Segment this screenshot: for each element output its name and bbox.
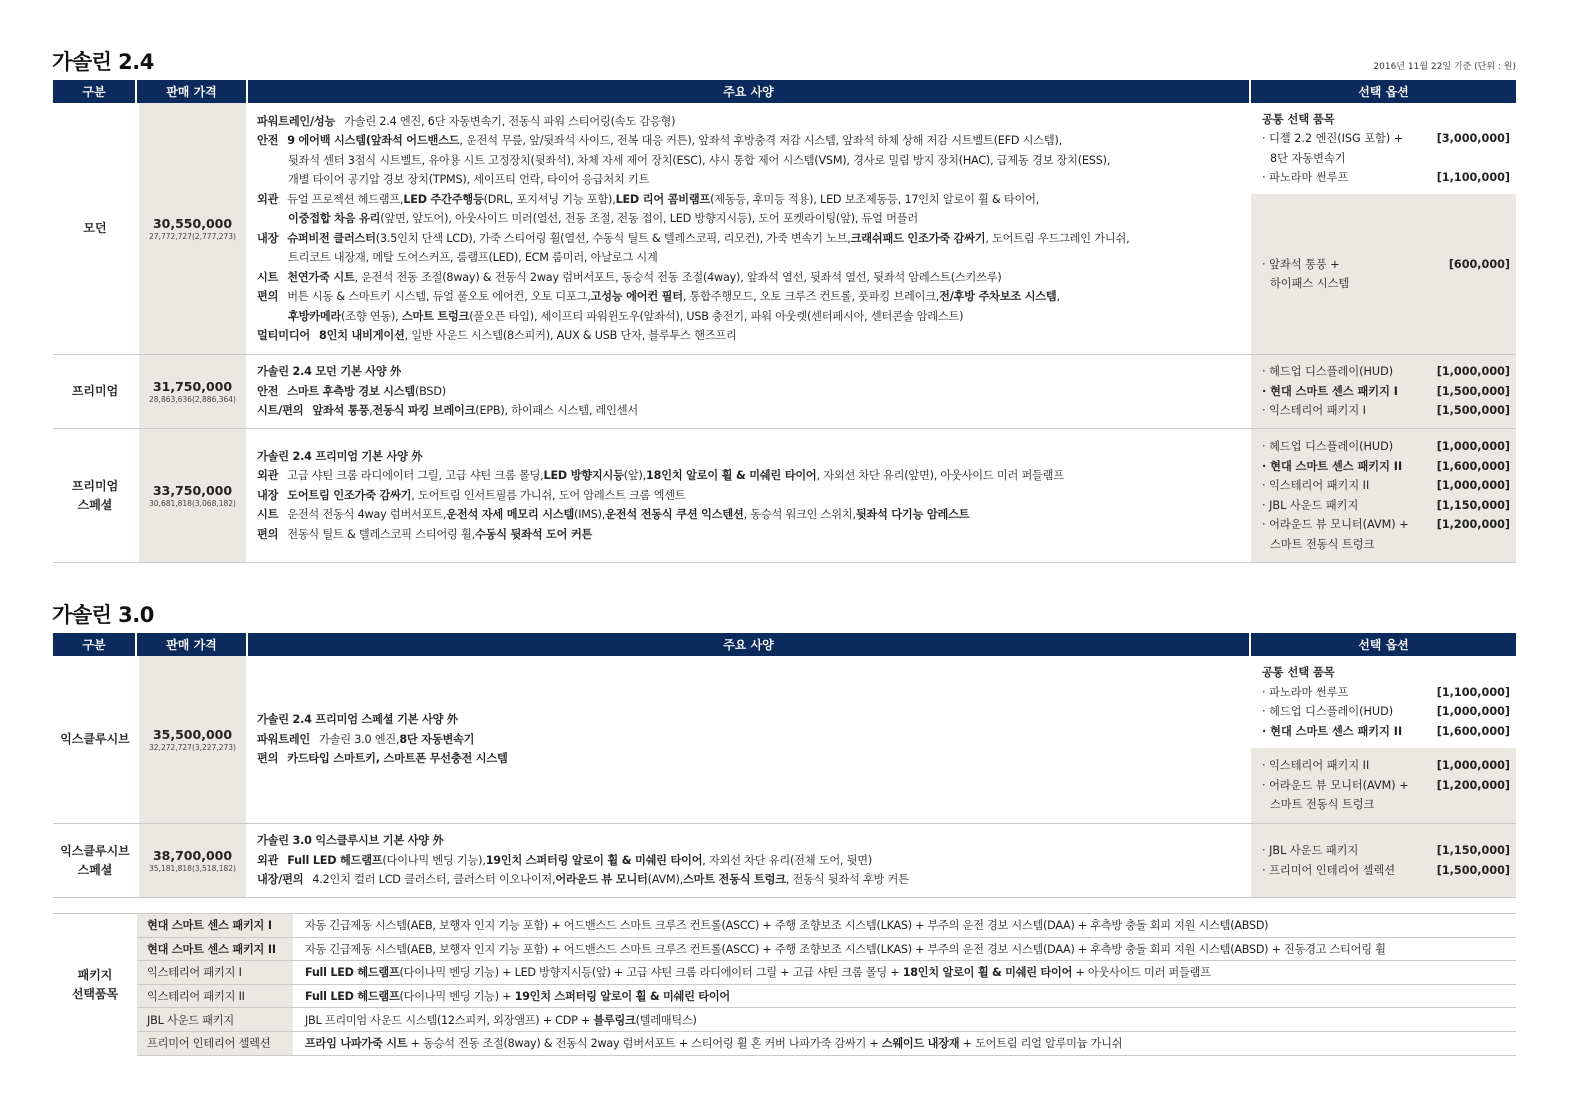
table-row: [53, 103, 1516, 355]
section-title-gasoline-30: 가솔린 3.0: [52, 603, 154, 627]
option-continuation: 스마트 전동식 트렁크: [1270, 537, 1375, 551]
spec-text: 전/후방 주차보조 시스템: [939, 290, 1057, 303]
spec-text: 개별 타이어 공기압 경보 장치(TPMS), 세이프티 언락, 타이어 응급처치 키트: [288, 173, 650, 186]
option-name: · 익스테리어 패키지 II: [1262, 479, 1370, 492]
spec-label: 가솔린 3.0 익스클루시브 기본 사양 外: [257, 834, 444, 848]
spec-cell: [248, 429, 1251, 562]
package-name: 익스테리어 패키지 I: [137, 961, 295, 984]
spec-text: 카드타입 스마트키, 스마트폰 무선충전 시스템: [287, 752, 508, 766]
spec-line: [257, 382, 1251, 402]
spec-label: 내장: [257, 488, 279, 502]
spec-cell: [248, 656, 1251, 823]
option-item: [1262, 683, 1510, 703]
spec-text: 운전석 전동식 쿠션 익스텐션: [605, 508, 744, 522]
row-options: [1251, 429, 1516, 562]
price-breakdown: 30,681,818(3,068,182): [149, 499, 236, 508]
spec-text: 18인치 알로이 휠 & 미쉐린 타이어: [646, 469, 817, 483]
price-breakdown: 32,272,727(3,227,273): [149, 743, 236, 752]
option-item: [1262, 437, 1510, 457]
package-description: [295, 1012, 697, 1028]
spec-continuation: [257, 209, 1251, 229]
option-item: [1262, 168, 1510, 188]
price-value: 30,550,000: [152, 216, 233, 231]
option-item: [1262, 841, 1510, 861]
option-item: [1262, 722, 1510, 742]
spec-line: [257, 447, 1251, 467]
package-text: 스웨이드 내장재: [881, 1037, 960, 1051]
package-text: Full LED 헤드램프: [305, 966, 400, 980]
price-value: 33,750,000: [152, 483, 233, 498]
option-name: · 현대 스마트 센스 패키지 II: [1262, 459, 1403, 473]
price-table-gasoline-30: [53, 633, 1516, 898]
package-name: 현대 스마트 센스 패키지 I: [137, 914, 295, 937]
option-item: [1262, 382, 1510, 402]
spec-text: (3.5인치 단색 LCD), 가죽 스티어링 휠(열선, 수동식 틸트 & 텔레스코픽, 리모컨), 가죽 변속기 노브,: [375, 231, 851, 245]
package-options-table: [53, 913, 1516, 1056]
spec-label: 내장: [257, 231, 279, 245]
spec-label: 내장/편의: [257, 873, 304, 887]
price-cell: [137, 103, 248, 354]
spec-text: (BSD): [414, 384, 446, 398]
spec-label: 시트/편의: [257, 404, 304, 418]
package-text: (텔레매틱스): [635, 1013, 697, 1027]
price-breakdown: 28,863,636(2,886,364): [149, 395, 236, 404]
spec-line: [257, 870, 1251, 890]
spec-text: , 자외선 차단 유리(앞면), 아웃사이드 미러 퍼들램프: [816, 469, 1064, 483]
spec-line: [257, 401, 1251, 421]
package-name: JBL 사운드 패키지: [137, 1008, 295, 1031]
package-row: [137, 961, 1516, 985]
spec-text: 운전석 자세 메모리 시스템: [446, 508, 575, 522]
spec-text: 앞좌석 통풍: [312, 404, 370, 418]
spec-text: 크래쉬패드 인조가죽 감싸기: [850, 231, 986, 245]
spec-continuation: [257, 170, 1251, 190]
option-price: [1,200,000]: [1436, 778, 1510, 792]
spec-text: 수동식 뒷좌석 도어 커튼: [475, 527, 593, 541]
option-item: [1262, 362, 1510, 382]
spec-text: 8단 자동변속기: [399, 732, 475, 746]
header-price: 판매 가격: [137, 80, 248, 103]
spec-line: [257, 190, 1251, 210]
option-name: · 헤드업 디스플레이(HUD): [1262, 365, 1394, 379]
spec-text: 후방카메라: [288, 309, 342, 323]
price-value: 38,700,000: [152, 848, 233, 863]
header-options: 선택 옵션: [1358, 638, 1409, 652]
table-row: [53, 429, 1516, 563]
spec-label: 외관: [257, 853, 279, 867]
price-basis-note: 2016년 11월 22일 기준 (단위 : 원): [1373, 62, 1516, 72]
spec-cell: [248, 103, 1251, 354]
option-name: · 파노라마 썬루프: [1262, 685, 1349, 699]
spec-text: 스마트 트렁크: [401, 309, 470, 323]
package-name: 프리미어 인테리어 셀렉션: [137, 1032, 295, 1055]
option-name: · 어라운드 뷰 모니터(AVM) +: [1262, 518, 1409, 531]
header-grade: 구분: [53, 633, 137, 656]
option-price: [1,000,000]: [1436, 759, 1510, 773]
spec-text: 4.2인치 컬러 LCD 클러스터, 클러스터 이오나이저,: [312, 873, 556, 887]
header-options: 선택 옵션: [1358, 85, 1409, 99]
option-price: [1,600,000]: [1436, 459, 1510, 473]
spec-line: [257, 466, 1251, 486]
option-price: [1,100,000]: [1436, 685, 1510, 699]
spec-label: 안전: [257, 384, 279, 398]
package-text: (다이나믹 벤딩 기능) +: [399, 990, 515, 1004]
spec-text: 전동식 틸트 & 텔레스코픽 스티어링 휠,: [287, 527, 475, 541]
option-name: · JBL 사운드 패키지: [1262, 844, 1359, 857]
spec-label: 가솔린 2.4 프리미엄 스페셜 기본 사양 外: [257, 713, 458, 727]
header-specs: 주요 사양: [248, 80, 1251, 103]
option-item: [1262, 776, 1510, 796]
common-options-title: 공통 선택 품목: [1262, 112, 1335, 126]
option-item: [1262, 255, 1510, 275]
option-name: · 디젤 2.2 엔진(ISG 포함) +: [1262, 132, 1404, 145]
spec-text: (조향 연동),: [341, 309, 402, 323]
option-item: [1262, 861, 1510, 881]
package-name: 현대 스마트 센스 패키지 II: [137, 938, 295, 961]
spec-text: ,: [1056, 290, 1060, 303]
header-grade: 구분: [53, 80, 137, 103]
option-name: · JBL 사운드 패키지: [1262, 498, 1359, 512]
spec-text: 버튼 시동 & 스마트키 시스템, 듀얼 풀오토 에어컨, 오토 디포그,: [287, 290, 591, 303]
option-item: [1262, 515, 1510, 535]
option-name: · 앞좌석 통풍 +: [1262, 257, 1340, 271]
spec-text: LED 방향지시등: [543, 469, 624, 483]
package-text: + 도어트림 리얼 알루미늄 가니쉬: [959, 1037, 1123, 1051]
package-description: [295, 1035, 1122, 1051]
spec-label: 외관: [257, 192, 279, 206]
spec-line: [257, 831, 1251, 851]
spec-text: 스마트 전동식 트렁크: [682, 873, 786, 887]
package-text: 18인치 알로이 휠 & 미쉐린 타이어: [902, 966, 1073, 980]
spec-label: 시트: [257, 270, 279, 284]
common-options: [1251, 103, 1516, 194]
option-continuation: 하이패스 시스템: [1270, 277, 1350, 290]
header-specs: 주요 사양: [248, 633, 1251, 656]
spec-text: LED 주간주행등: [403, 192, 484, 206]
spec-text: 도어트림 인조가죽 감싸기: [287, 488, 412, 502]
option-continuation: 8단 자동변속기: [1270, 151, 1346, 165]
package-text: JBL 프리미엄 사운드 시스템(12스피커, 외장앰프) + CDP +: [305, 1013, 594, 1027]
package-name: 익스테리어 패키지 II: [137, 985, 295, 1008]
package-text: 프라임 나파가죽 시트: [305, 1037, 408, 1051]
option-name: · 현대 스마트 센스 패키지 II: [1262, 724, 1403, 738]
option-price: [3,000,000]: [1436, 132, 1510, 145]
package-row: [137, 938, 1516, 962]
options-cell: [1251, 355, 1516, 428]
spec-text: 운전석 전동식 4way 럼버서포트,: [287, 508, 447, 522]
price-table-gasoline-24: [53, 80, 1516, 563]
spec-text: , 운전석 무릎, 앞/뒷좌석 사이드, 전복 대응 커튼), 앞좌석 후방충격 저감 시스템, 앞좌석 하체 상해 저감 시트벨트(EFD 시스템),: [459, 134, 1063, 147]
table-header: [53, 80, 1516, 103]
spec-text: (풀오픈 타입), 세이프티 파워윈도우(앞좌석), USB 충전기, 파워 아웃렛(센터페시아, 센터콘솔 암레스트): [469, 309, 964, 323]
spec-text: , 운전석 전동 조절(8way) & 전동식 2way 럼버서포트, 동승석 전동 조절(4way), 앞좌석 열선, 뒷좌석 열선, 뒷좌석 암레스트(스키쓰루): [354, 270, 1002, 284]
option-name: · 헤드업 디스플레이(HUD): [1262, 705, 1394, 718]
package-row: [137, 914, 1516, 938]
spec-continuation: [257, 248, 1251, 268]
common-options-title: 공통 선택 품목: [1262, 666, 1335, 679]
header-price: 판매 가격: [137, 633, 248, 656]
table-row: [53, 355, 1516, 429]
options-cell: [1251, 656, 1516, 823]
spec-text: LED 리어 콤비램프: [615, 192, 711, 206]
spec-text: (EPB), 하이패스 시스템, 레인센서: [475, 404, 638, 418]
spec-text: 스마트 후측방 경보 시스템: [287, 384, 415, 398]
package-text: 블루링크: [593, 1013, 636, 1027]
option-price: [1,000,000]: [1436, 365, 1510, 379]
spec-text: 듀얼 프로젝션 헤드램프,: [287, 192, 404, 206]
option-item: [1262, 496, 1510, 516]
option-price: [1,150,000]: [1436, 498, 1510, 512]
spec-text: , 자외선 차단 유리(전체 도어, 뒷면): [702, 853, 873, 867]
table-header: [53, 633, 1516, 656]
spec-line: [257, 326, 1251, 346]
spec-text: (다이나믹 벤딩 기능),: [382, 853, 486, 867]
option-price: [1,100,000]: [1436, 171, 1510, 184]
package-text: + 아웃사이드 미러 퍼들램프: [1072, 966, 1211, 980]
spec-text: 가솔린 2.4 엔진, 6단 자동변속기, 전동식 파워 스티어링(속도 감응형): [344, 114, 676, 128]
price-cell: [137, 824, 248, 897]
spec-text: , 전동식 뒷좌석 후방 커튼: [785, 873, 909, 887]
spec-text: , 동승석 워크인 스위치,: [743, 508, 856, 522]
spec-text: 이중접합 차음 유리: [288, 212, 381, 225]
spec-text: (AVM),: [647, 873, 683, 887]
spec-text: (앞면, 앞도어), 아웃사이드 미러(열선, 전동 조절, 전동 접이, LED 방향지시등), 도어 포켓라이팅(앞), 듀얼 머플러: [380, 212, 918, 225]
spec-line: [257, 112, 1251, 132]
option-item: [1262, 756, 1510, 776]
row-options: [1251, 355, 1516, 428]
spec-text: 천연가죽 시트: [287, 270, 355, 284]
option-price: [1,000,000]: [1436, 479, 1510, 492]
price-breakdown: 35,181,818(3,518,182): [149, 864, 236, 873]
common-options-extra: [1251, 194, 1516, 354]
option-price: [1,000,000]: [1436, 705, 1510, 718]
spec-text: (DRL, 포지셔닝 기능 포함),: [483, 192, 616, 206]
spec-line: [257, 730, 1251, 750]
package-description: [295, 917, 1268, 933]
spec-line: [257, 486, 1251, 506]
table-row: [53, 824, 1516, 898]
grade-name: 프리미엄 스페셜: [71, 478, 119, 512]
option-name: · 현대 스마트 센스 패키지 I: [1262, 384, 1398, 398]
spec-line: [257, 268, 1251, 288]
common-options: [1251, 656, 1516, 748]
spec-text: 19인치 스퍼터링 알로이 휠 & 미쉐린 타이어: [485, 853, 703, 867]
spec-label: 시트: [257, 508, 279, 522]
grade-name: 익스클루시브: [60, 732, 130, 746]
spec-text: 전동식 파킹 브레이크: [372, 404, 476, 418]
spec-text: , 일반 사운드 시스템(8스피커), AUX & USB 단자, 블루투스 핸즈프리: [404, 329, 737, 342]
price-cell: [137, 355, 248, 428]
spec-text: 뒷좌석 센터 3점식 시트벨트, 유아용 시트 고정장치(뒷좌석), 차체 자세 제어 장치(ESC), 샤시 통합 제어 시스템(VSM), 경사로 밀림 방지 장치(HAC), 급제동 경보 장치(ESS),: [288, 153, 1111, 167]
spec-text: , 도어트림 우드그레인 가니쉬,: [985, 231, 1130, 245]
package-row: [137, 985, 1516, 1009]
option-name: · 프리미어 인테리어 셀렉션: [1262, 863, 1396, 877]
grade-name: 프리미엄: [71, 384, 119, 398]
package-row: [137, 1032, 1516, 1056]
option-name: · 익스테리어 패키지 I: [1262, 404, 1366, 418]
spec-text: , 도어트림 인서트필름 가니쉬, 도어 암레스트 크롬 엑센트: [411, 488, 686, 502]
row-options: [1251, 824, 1516, 897]
spec-continuation: [257, 151, 1251, 171]
option-price: [1,500,000]: [1436, 404, 1510, 418]
price-cell: [137, 429, 248, 562]
option-name: · 어라운드 뷰 모니터(AVM) +: [1262, 778, 1409, 792]
spec-cell: [248, 824, 1251, 897]
spec-label: 파워트레인/성능: [257, 114, 336, 128]
common-options-extra: [1251, 748, 1516, 823]
price-breakdown: 27,772,727(2,777,273): [149, 232, 236, 241]
options-cell: [1251, 103, 1516, 354]
option-price: [1,150,000]: [1436, 844, 1510, 857]
spec-text: 트리코트 내장재, 메탈 도어스커프, 룸램프(LED), ECM 룸미러, 아날로그 시계: [288, 251, 658, 264]
option-continuation: 스마트 전동식 트렁크: [1270, 798, 1375, 812]
package-description: [295, 988, 730, 1004]
spec-line: [257, 505, 1251, 525]
option-item: [1262, 702, 1510, 722]
spec-text: 슈퍼비전 클러스터: [287, 231, 376, 245]
spec-text: (앞),: [623, 469, 647, 483]
spec-line: [257, 287, 1251, 307]
spec-text: Full LED 헤드램프: [287, 853, 383, 867]
package-text: 자동 긴급제동 시스템(AEB, 보행자 인지 기능 포함) + 어드밴스드 스마트 크루즈 컨트롤(ASCC) + 주행 조향보조 시스템(LKAS) + 부주의 운전 경보 시스템(DAA) + 후측방 충돌 회피 지원 시스템(ABSD) + 진동경고 스티어링 휠: [305, 942, 1386, 956]
package-text: 자동 긴급제동 시스템(AEB, 보행자 인지 기능 포함) + 어드밴스드 스마트 크루즈 컨트롤(ASCC) + 주행 조향보조 시스템(LKAS) + 부주의 운전 경보 시스템(DAA) + 후측방 충돌 회피 지원 시스템(ABSD): [305, 919, 1269, 933]
option-name: · 익스테리어 패키지 II: [1262, 759, 1370, 773]
spec-label: 안전: [257, 134, 279, 147]
option-price: [1,500,000]: [1436, 863, 1510, 877]
spec-text: 어라운드 뷰 모니터: [555, 873, 648, 887]
option-price: [1,500,000]: [1436, 384, 1510, 398]
spec-line: [257, 229, 1251, 249]
spec-line: [257, 131, 1251, 151]
options-cell: [1251, 824, 1516, 897]
price-value: 35,500,000: [152, 727, 233, 742]
spec-line: [257, 851, 1251, 871]
grade-name: 모던: [83, 221, 107, 235]
spec-label: 편의: [257, 527, 279, 541]
price-value: 31,750,000: [152, 379, 233, 394]
spec-label: 외관: [257, 469, 279, 483]
spec-text: 뒷좌석 다기능 암레스트: [855, 508, 970, 522]
option-name: · 파노라마 썬루프: [1262, 171, 1349, 184]
spec-text: ,: [369, 404, 373, 418]
spec-label: 편의: [257, 752, 279, 766]
package-options-label: 패키지 선택품목: [71, 968, 119, 1001]
spec-label: 가솔린 2.4 모던 기본 사양 外: [257, 365, 402, 379]
spec-line: [257, 749, 1251, 769]
option-name: · 헤드업 디스플레이(HUD): [1262, 440, 1394, 453]
spec-text: 고급 샤틴 크롬 라디에이터 그릴, 고급 샤틴 크롬 몰딩,: [287, 469, 544, 483]
options-cell: [1251, 429, 1516, 562]
option-price: [1,000,000]: [1436, 440, 1510, 453]
option-item: [1262, 476, 1510, 496]
package-text: Full LED 헤드램프: [305, 990, 400, 1004]
spec-text: (IMS),: [574, 508, 606, 522]
option-price: [1,200,000]: [1436, 518, 1510, 531]
table-row: [53, 656, 1516, 824]
package-text: 19인치 스퍼터링 알로이 휠 & 미쉐린 타이어: [514, 990, 730, 1004]
spec-text: , 통합주행모드, 오토 크루즈 컨트롤, 풋파킹 브레이크,: [682, 290, 940, 303]
package-text: (다이나믹 벤딩 기능) + LED 방향지시등(앞) + 고급 샤틴 크롬 라디에이터 그릴 + 고급 샤틴 크롬 몰딩 +: [399, 966, 903, 980]
spec-line: [257, 525, 1251, 545]
spec-text: (제동등, 후미등 적용), LED 보조제동등, 17인치 알로이 휠 & 타이어,: [710, 192, 1040, 206]
spec-label: 멀티미디어: [257, 329, 311, 342]
spec-text: 9 에어백 시스템(앞좌석 어드밴스드: [287, 134, 460, 147]
spec-text: 가솔린 3.0 엔진,: [319, 732, 400, 746]
option-item: [1262, 129, 1510, 149]
spec-text: 고성능 에어컨 필터: [590, 290, 683, 303]
package-description: [295, 964, 1211, 980]
option-price: [600,000]: [1448, 257, 1510, 271]
package-row: [137, 1008, 1516, 1032]
spec-label: 가솔린 2.4 프리미엄 기본 사양 外: [257, 449, 423, 463]
option-price: [1,600,000]: [1436, 724, 1510, 738]
price-cell: [137, 656, 248, 823]
spec-continuation: [257, 307, 1251, 327]
spec-label: 파워트레인: [257, 732, 311, 746]
grade-name: 익스클루시브 스페셜: [60, 843, 130, 877]
option-item: [1262, 457, 1510, 477]
option-item: [1262, 401, 1510, 421]
package-description: [295, 941, 1386, 957]
spec-text: 8인치 내비게이션: [319, 329, 405, 342]
spec-label: 편의: [257, 290, 279, 303]
section-title-gasoline-24: 가솔린 2.4: [52, 50, 154, 74]
package-text: + 동승석 전동 조절(8way) & 전동식 2way 럼버서포트 + 스티어링 휠 혼 커버 나파가죽 감싸기 +: [407, 1037, 882, 1051]
spec-cell: [248, 355, 1251, 428]
spec-line: [257, 362, 1251, 382]
spec-line: [257, 710, 1251, 730]
